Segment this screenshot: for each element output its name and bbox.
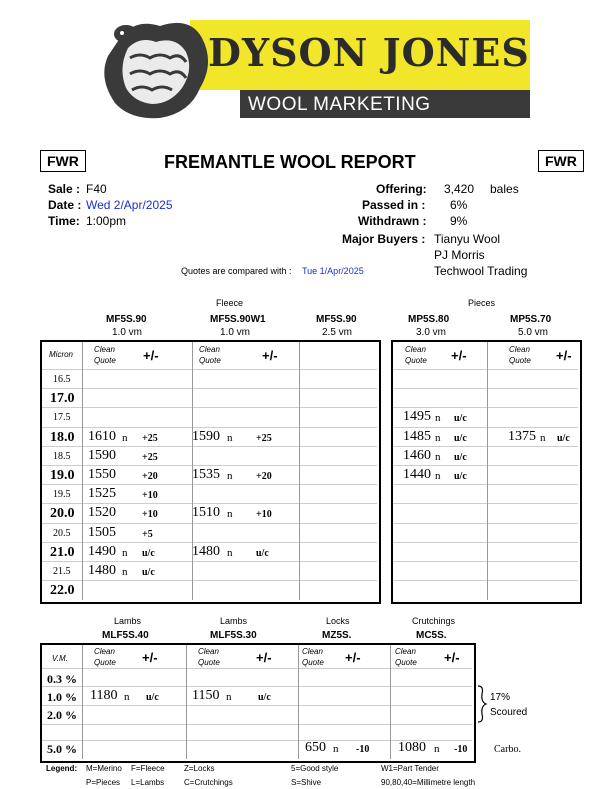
legend-item: W1=Part Tender bbox=[381, 764, 439, 773]
lamb2-group-label: Lambs bbox=[220, 616, 248, 626]
quote-change: u/c bbox=[454, 433, 467, 444]
clean-label: Clean bbox=[198, 647, 219, 656]
passed-value: 6% bbox=[450, 198, 468, 212]
lamb2-change: u/c bbox=[258, 692, 271, 703]
plus-minus-label: +/- bbox=[143, 348, 159, 363]
quote-n: n bbox=[435, 451, 441, 463]
micron-value: 18.0 bbox=[50, 430, 75, 445]
grid-col-line bbox=[298, 645, 299, 759]
grid-row-line bbox=[42, 407, 377, 408]
grid-row-line bbox=[42, 484, 377, 485]
micron-value: 16.5 bbox=[53, 374, 71, 385]
quote-n: n bbox=[227, 470, 233, 482]
grid-row-line bbox=[393, 446, 578, 447]
grid-row-line bbox=[393, 503, 578, 504]
crutch-price: 1080 bbox=[398, 740, 426, 755]
quote-label: Quote bbox=[395, 658, 417, 667]
grid-row-line bbox=[42, 388, 377, 389]
quote-n: n bbox=[227, 432, 233, 444]
quote-n: n bbox=[227, 508, 233, 520]
quote-price: 1590 bbox=[192, 429, 220, 444]
grid-row-line bbox=[42, 580, 377, 581]
grid-col-line bbox=[299, 342, 300, 600]
buyer-2: PJ Morris bbox=[434, 248, 485, 262]
legend-item: M=Merino bbox=[86, 764, 122, 773]
sale-value: F40 bbox=[86, 182, 107, 196]
vm-row-label: 2.0 % bbox=[47, 708, 77, 722]
legend-label: Legend: bbox=[46, 764, 78, 773]
legend-item: P=Pieces bbox=[86, 778, 121, 787]
micron-value: 21.0 bbox=[50, 545, 75, 560]
vm-row-label: 1.0 % bbox=[47, 690, 77, 704]
quote-price: 1480 bbox=[192, 544, 220, 559]
locks-group-label: Locks bbox=[326, 616, 350, 626]
col5-vm: 5.0 vm bbox=[518, 327, 549, 338]
micron-value: 19.0 bbox=[50, 468, 75, 483]
quote-n: n bbox=[435, 412, 441, 424]
clean-label: Clean bbox=[509, 345, 530, 354]
col5-code: MP5S.70 bbox=[510, 314, 552, 325]
passed-label: Passed in : bbox=[362, 198, 426, 212]
quote-change: u/c bbox=[142, 567, 155, 578]
quote-price: 1495 bbox=[403, 409, 431, 424]
quote-price: 1525 bbox=[88, 486, 116, 501]
grid-row-line bbox=[42, 369, 377, 370]
quote-label: Quote bbox=[94, 658, 116, 667]
quote-price: 1510 bbox=[192, 505, 220, 520]
grid-col-line bbox=[390, 645, 391, 759]
lamb2-n: n bbox=[226, 691, 232, 703]
locks-change: -10 bbox=[356, 744, 370, 755]
col4-vm: 3.0 vm bbox=[416, 327, 447, 338]
clean-label: Clean bbox=[302, 647, 323, 656]
crutch-group-label: Crutchings bbox=[412, 616, 456, 626]
micron-value: 20.0 bbox=[50, 506, 75, 521]
quotes-date: Tue 1/Apr/2025 bbox=[302, 266, 364, 276]
plus-minus-label: +/- bbox=[451, 348, 467, 363]
grid-row-line bbox=[42, 523, 377, 524]
grid-row-line bbox=[42, 686, 472, 687]
lamb1-code: MLF5S.40 bbox=[102, 630, 149, 641]
grid-row-line bbox=[42, 724, 472, 725]
quote-change: u/c bbox=[454, 413, 467, 424]
clean-label: Clean bbox=[395, 647, 416, 656]
grid-col-line bbox=[82, 342, 83, 600]
legend-item: C=Crutchings bbox=[184, 778, 233, 787]
lamb1-group-label: Lambs bbox=[114, 616, 142, 626]
clean-label: Clean bbox=[94, 345, 115, 354]
col4-code: MP5S.80 bbox=[408, 314, 450, 325]
vm-row-label: 5.0 % bbox=[47, 742, 77, 756]
logo-subtitle: WOOL MARKETING SERVICES bbox=[248, 94, 431, 137]
sale-label: Sale : bbox=[48, 182, 81, 196]
scoured-pct: 17% bbox=[490, 692, 511, 703]
quote-change: +25 bbox=[256, 433, 272, 444]
quote-change: u/c bbox=[142, 548, 155, 559]
date-label: Date : bbox=[48, 198, 82, 212]
logo-banner bbox=[90, 8, 530, 137]
clean-label: Clean bbox=[94, 647, 115, 656]
micron-value: 17.0 bbox=[50, 391, 75, 406]
quote-label: Quote bbox=[509, 356, 531, 365]
quote-price: 1590 bbox=[88, 448, 116, 463]
locks-n: n bbox=[333, 743, 339, 755]
grid-row-line bbox=[42, 705, 472, 706]
quote-label: Quote bbox=[94, 356, 116, 365]
grid-row-line bbox=[393, 465, 578, 466]
quote-price: 1520 bbox=[88, 505, 116, 520]
crutch-code: MC5S. bbox=[416, 630, 447, 641]
plus-minus-label: +/- bbox=[262, 348, 278, 363]
micron-label: Micron bbox=[49, 350, 74, 359]
quote-n: n bbox=[122, 432, 128, 444]
micron-value: 19.5 bbox=[53, 489, 71, 500]
quote-price: 1460 bbox=[403, 448, 431, 463]
vm-row-label: 0.3 % bbox=[47, 672, 77, 686]
plus-minus-label: +/- bbox=[142, 650, 158, 665]
quote-price: 1485 bbox=[403, 429, 431, 444]
quote-price: 1610 bbox=[88, 429, 116, 444]
quote-change: +25 bbox=[142, 433, 158, 444]
crutch-n: n bbox=[434, 743, 440, 755]
quote-change: u/c bbox=[454, 452, 467, 463]
lamb2-price: 1150 bbox=[192, 688, 220, 703]
col3-vm: 2.5 vm bbox=[322, 327, 353, 338]
carbo-label: Carbo. bbox=[494, 744, 521, 755]
lamb2-code: MLF5S.30 bbox=[210, 630, 257, 641]
offering-unit: bales bbox=[490, 182, 519, 196]
grid-col-line bbox=[487, 342, 488, 600]
locks-code: MZ5S. bbox=[322, 630, 352, 641]
buyers-label: Major Buyers : bbox=[342, 232, 426, 246]
micron-value: 22.0 bbox=[50, 583, 75, 598]
quote-n: n bbox=[227, 547, 233, 559]
sheep-logo-icon bbox=[90, 8, 220, 123]
quote-price: 1505 bbox=[88, 525, 116, 540]
quote-price: 1440 bbox=[403, 467, 431, 482]
quote-change: +10 bbox=[142, 490, 158, 501]
col3-code: MF5S.90 bbox=[316, 314, 357, 325]
grid-row-line bbox=[393, 388, 578, 389]
lamb1-price: 1180 bbox=[90, 688, 118, 703]
grid-row-line bbox=[393, 580, 578, 581]
offering-label: Offering: bbox=[376, 182, 427, 196]
micron-value: 18.5 bbox=[53, 451, 71, 462]
col1-code: MF5S.90 bbox=[106, 314, 147, 325]
quote-change: +10 bbox=[256, 509, 272, 520]
quote-label: Quote bbox=[405, 356, 427, 365]
quote-price: 1375 bbox=[508, 429, 536, 444]
pieces-group-label: Pieces bbox=[468, 298, 496, 308]
quote-price: 1480 bbox=[88, 563, 116, 578]
quote-n: n bbox=[540, 432, 546, 444]
plus-minus-label: +/- bbox=[256, 650, 272, 665]
quote-change: +10 bbox=[142, 509, 158, 520]
quote-price: 1535 bbox=[192, 467, 220, 482]
col1-vm: 1.0 vm bbox=[112, 327, 143, 338]
grid-row-line bbox=[393, 542, 578, 543]
grid-row-line bbox=[42, 503, 377, 504]
vm-label: V.M. bbox=[52, 654, 68, 663]
grid-row-line bbox=[42, 561, 377, 562]
quote-label: Quote bbox=[302, 658, 324, 667]
quote-change: +25 bbox=[142, 452, 158, 463]
grid-col-line bbox=[186, 645, 187, 759]
quote-change: +20 bbox=[142, 471, 158, 482]
legend-item: 90,80,40=Millimetre length bbox=[381, 778, 476, 787]
time-label: Time: bbox=[48, 214, 80, 228]
plus-minus-label: +/- bbox=[444, 650, 460, 665]
logo-brand-text: DYSON JONES bbox=[208, 30, 530, 75]
buyer-1: Tianyu Wool bbox=[434, 232, 501, 246]
grid-row-line bbox=[393, 523, 578, 524]
clean-label: Clean bbox=[199, 345, 220, 354]
quote-n: n bbox=[122, 547, 128, 559]
crutch-change: -10 bbox=[454, 744, 468, 755]
micron-value: 21.5 bbox=[53, 566, 71, 577]
quote-label: Quote bbox=[199, 356, 221, 365]
withdrawn-label: Withdrawn : bbox=[358, 214, 427, 228]
quote-price: 1490 bbox=[88, 544, 116, 559]
scoured-label: Scoured bbox=[490, 707, 528, 718]
col2-code: MF5S.90W1 bbox=[210, 314, 266, 325]
legend-item: S=Shive bbox=[291, 778, 322, 787]
plus-minus-label: +/- bbox=[345, 650, 361, 665]
legend-item: L=Lambs bbox=[131, 778, 165, 787]
micron-value: 17.5 bbox=[53, 412, 71, 423]
quote-change: u/c bbox=[256, 548, 269, 559]
quote-n: n bbox=[122, 566, 128, 578]
clean-label: Clean bbox=[405, 345, 426, 354]
legend-item: 5=Good style bbox=[291, 764, 339, 773]
brace-icon bbox=[476, 684, 488, 724]
grid-row-line bbox=[42, 427, 377, 428]
grid-row-line bbox=[42, 446, 377, 447]
grid-row-line bbox=[393, 561, 578, 562]
col2-vm: 1.0 vm bbox=[220, 327, 251, 338]
micron-value: 20.5 bbox=[53, 528, 71, 539]
quote-price: 1550 bbox=[88, 467, 116, 482]
plus-minus-label: +/- bbox=[556, 348, 572, 363]
locks-price: 650 bbox=[305, 740, 326, 755]
quote-n: n bbox=[435, 432, 441, 444]
grid-row-line bbox=[393, 369, 578, 370]
buyer-3: Techwool Trading bbox=[434, 264, 528, 278]
grid-row-line bbox=[393, 427, 578, 428]
grid-row-line bbox=[393, 484, 578, 485]
quote-change: u/c bbox=[454, 471, 467, 482]
grid-row-line bbox=[42, 465, 377, 466]
grid-row-line bbox=[393, 407, 578, 408]
legend-item: Z=Locks bbox=[184, 764, 215, 773]
offering-value: 3,420 bbox=[444, 182, 475, 196]
date-value: Wed 2/Apr/2025 bbox=[86, 198, 173, 212]
lamb1-change: u/c bbox=[146, 692, 159, 703]
left-badge: FWR bbox=[40, 150, 86, 172]
quote-change: u/c bbox=[557, 433, 570, 444]
quote-change: +5 bbox=[142, 529, 153, 540]
right-badge: FWR bbox=[538, 150, 584, 172]
quote-n: n bbox=[435, 470, 441, 482]
quote-change: +20 bbox=[256, 471, 272, 482]
fleece-group-label: Fleece bbox=[216, 298, 244, 308]
lamb1-n: n bbox=[124, 691, 130, 703]
grid-row-line bbox=[42, 668, 472, 669]
grid-col-line bbox=[82, 645, 83, 759]
legend-item: F=Fleece bbox=[131, 764, 165, 773]
report-title: FREMANTLE WOOL REPORT bbox=[164, 152, 416, 172]
withdrawn-value: 9% bbox=[450, 214, 468, 228]
time-value: 1:00pm bbox=[86, 214, 127, 228]
quotes-note: Quotes are compared with : bbox=[181, 266, 292, 276]
grid-row-line bbox=[42, 542, 377, 543]
quote-label: Quote bbox=[198, 658, 220, 667]
